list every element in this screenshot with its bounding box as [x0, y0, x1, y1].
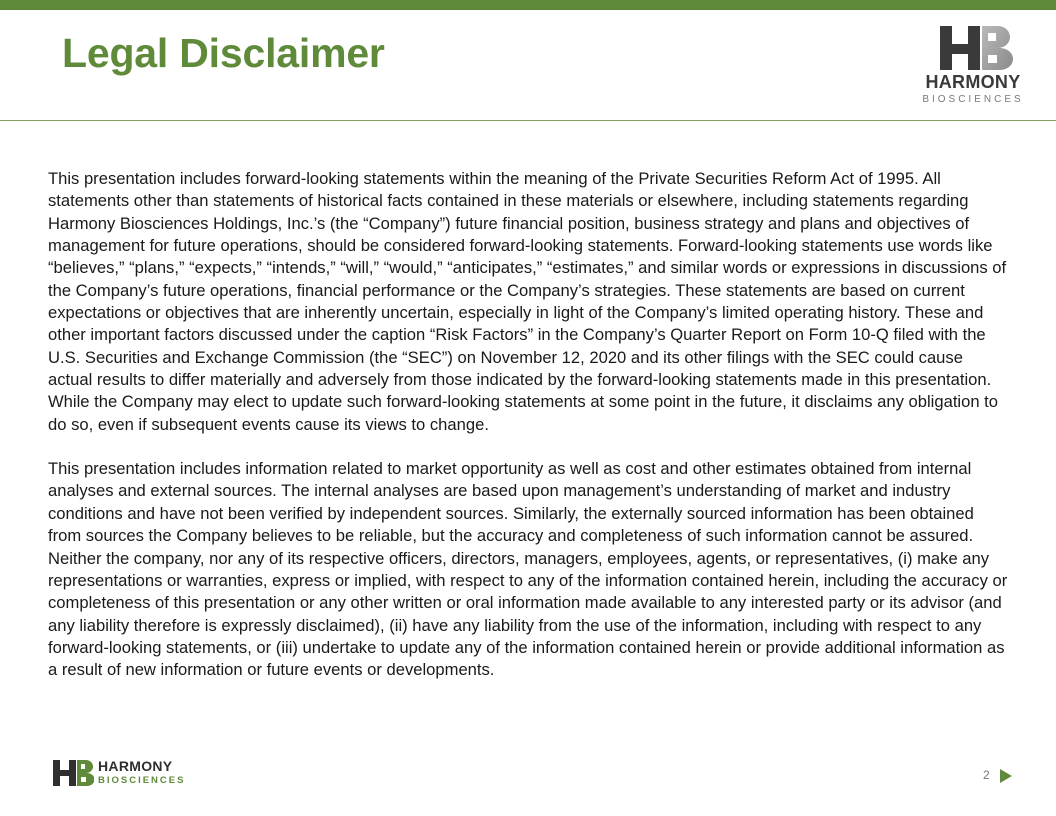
top-accent-bar [0, 0, 1056, 10]
harmony-logo-footer [52, 756, 212, 790]
hb-logo-icon [938, 22, 1014, 74]
harmony-logo-header [918, 22, 1028, 112]
next-slide-icon[interactable] [1000, 769, 1012, 783]
slide-title: Legal Disclaimer [62, 30, 385, 76]
disclaimer-body [48, 168, 1010, 704]
page-number: 2 [983, 768, 990, 782]
disclaimer-paragraph-forward-looking: This presentation includes forward-looking statements within the meaning of the Private Securities Reform Act of 1995. All statements other than statements of historical facts contained in these materials or elsewhere, including statements regarding Harmony Biosciences Holdings, Inc.’s (the “Company”) future financial position, business strategy and plans and objectives of management for future operations, should be considered forward-looking statements. Forward-looking statements use words like “believes,” “plans,” “expects,” “intends,” “will,” “would,” “anticipates,” “estimates,” and similar words or expressions in discussions of the Company’s future operations, financial performance or the Company’s strategies. These statements are based on current expectations or objectives that are inherently uncertain, especially in light of the Company’s limited operating history. These and other important factors discussed under the caption “Risk Factors” in the Company’s Quarter Report on Form 10-Q filed with the U.S. Securities and Exchange Commission (the “SEC”) on November 12, 2020 and its other filings with the SEC could cause actual results to differ materially and adversely from those indicated by the forward-looking statements made in this presentation. While the Company may elect to update such forward-looking statements at some point in the future, it disclaims any obligation to do so, even if subsequent events cause its views to change. [48, 169, 1007, 434]
disclaimer-paragraph-market-data: This presentation includes information related to market opportunity as well as cost and other estimates obtained from internal analyses and external sources. The internal analyses are based upon management’s understanding of market and industry conditions and have not been verified by independent sources. Similarly, the externally sourced information has been obtained from sources the Company believes to be reliable, but the accuracy and completeness of such information cannot be assured. Neither the company, nor any of its respective officers, directors, managers, employees, agents, or representatives, (i) make any representations or warranties, express or implied, with respect to any of the information contained herein, including the accuracy or completeness of this presentation or any other written or oral information made available to any interested party or its advisor (and any liability therefore is expressly disclaimed), (ii) have any liability from the use of the information, including with respect to any forward-looking statements, or (iii) undertake to update any of the information contained herein or provide additional information as a result of new information or future events or developments. [48, 459, 1008, 680]
logo-tagline: BIOSCIENCES [922, 94, 1024, 105]
footer-logo-brand-name: HARMONY [98, 758, 173, 774]
logo-brand-name: HARMONY [925, 72, 1021, 92]
header-divider [0, 120, 1056, 121]
footer-logo-tagline: BIOSCIENCES [98, 775, 186, 786]
hb-logo-small-icon [52, 758, 94, 788]
